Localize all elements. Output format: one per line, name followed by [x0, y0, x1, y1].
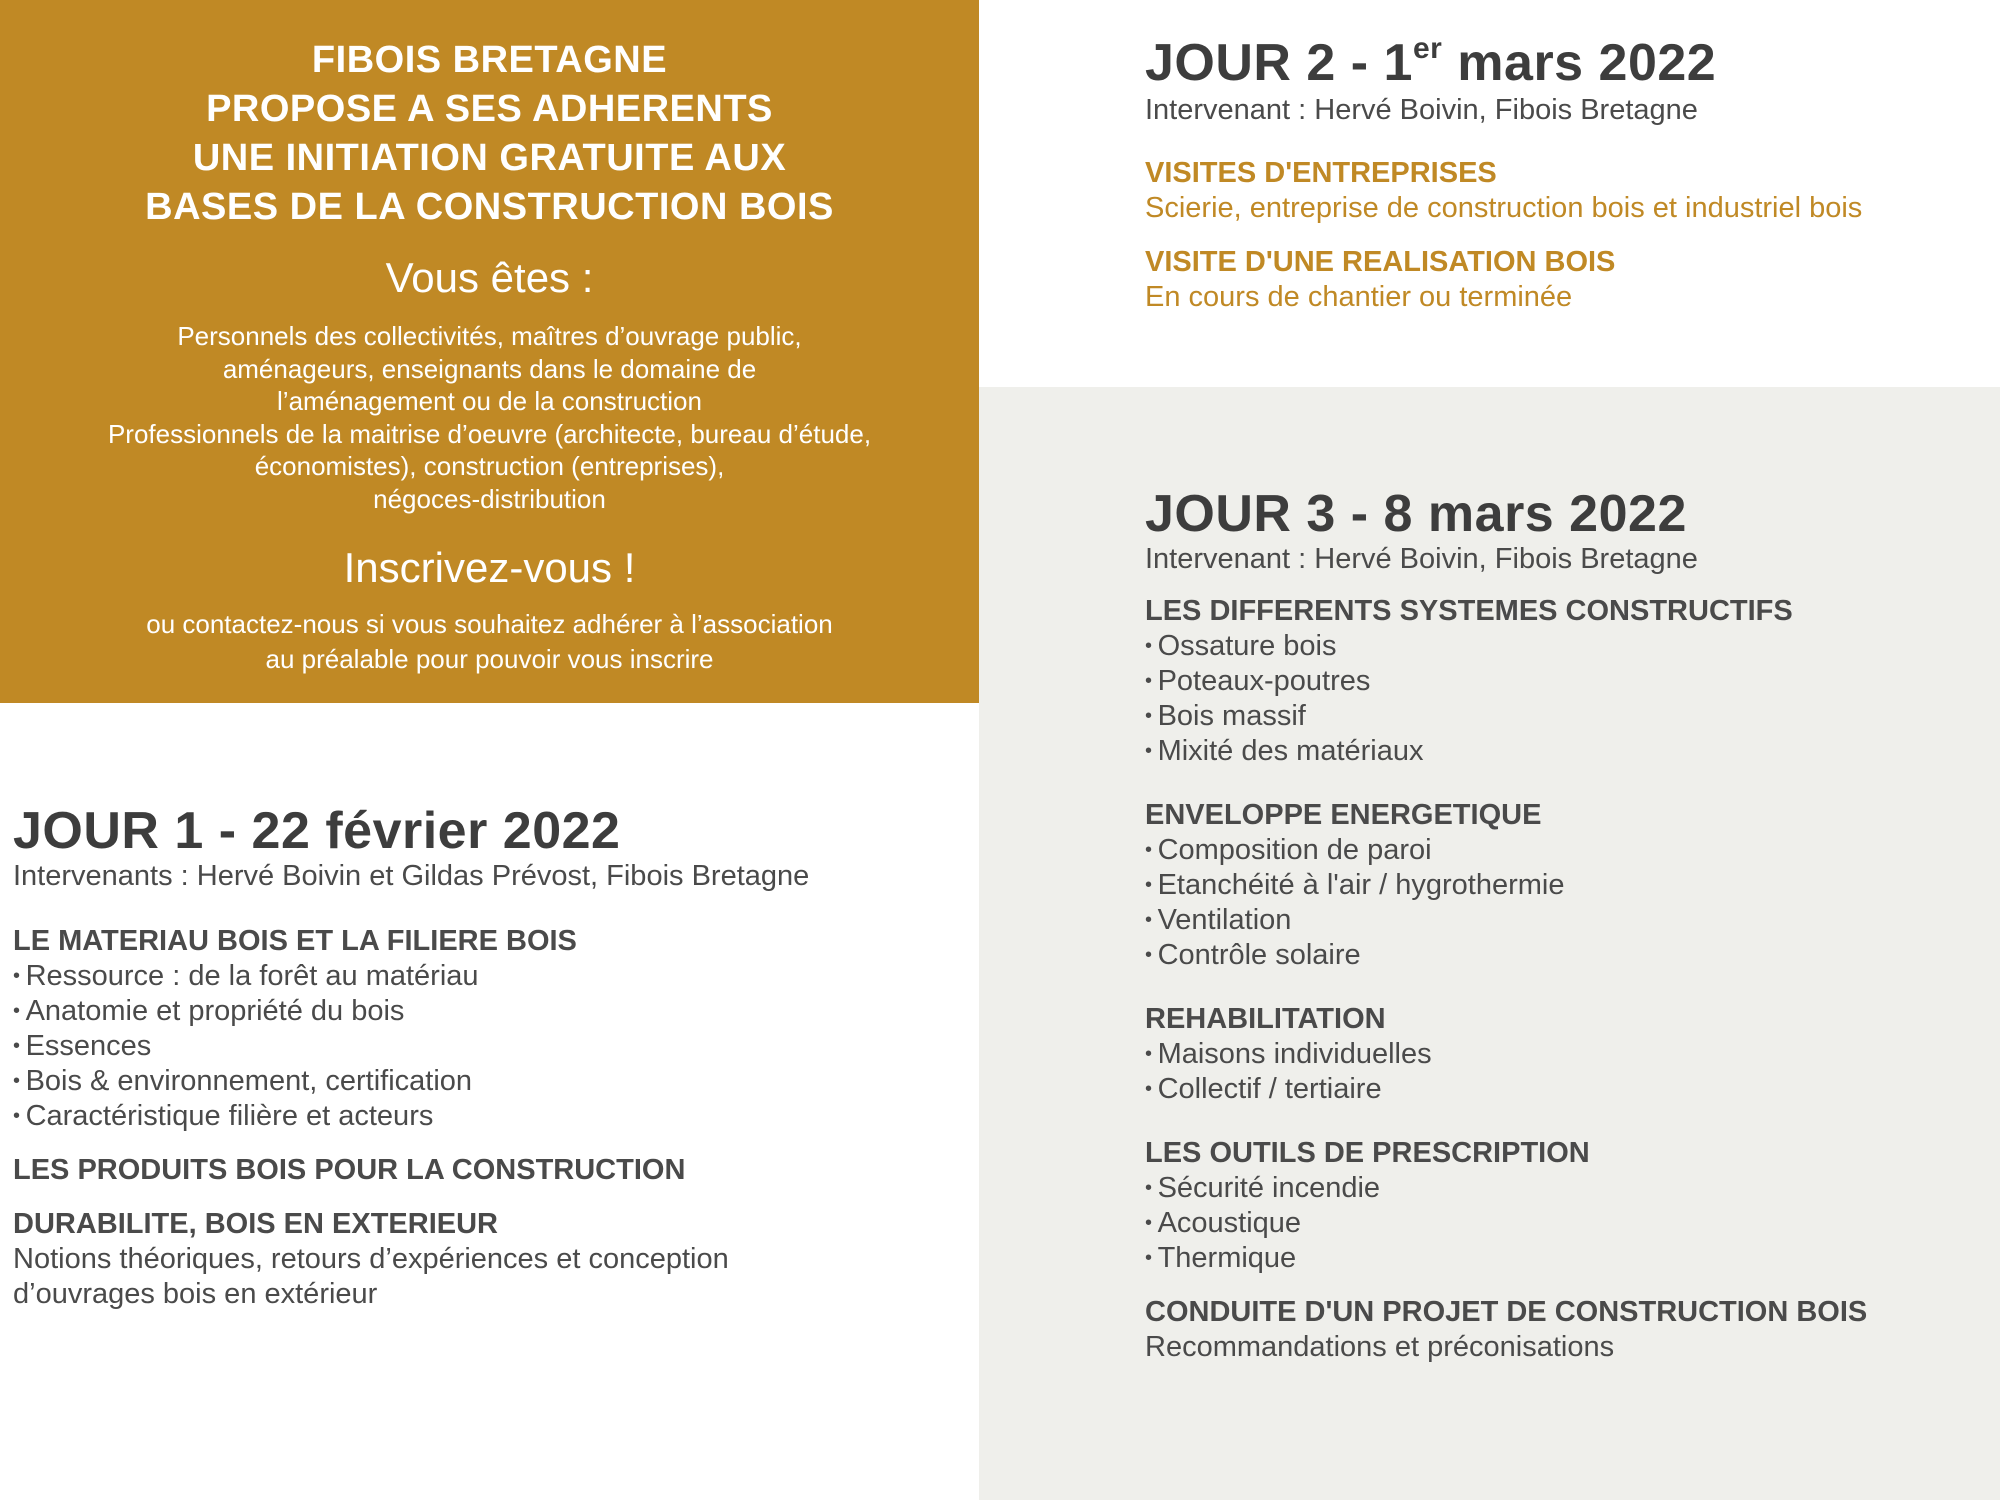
day3-speaker: Intervenant : Hervé Boivin, Fibois Bretagne [1145, 543, 1698, 575]
day1-block [13, 800, 809, 1312]
intro-title-line: PROPOSE A SES ADHERENTS [206, 88, 773, 130]
day2-section-line: Scierie, entreprise de construction bois et industriel bois [1145, 192, 1863, 224]
day3-block [1145, 483, 1867, 1365]
day1-bullet: • Ressource : de la forêt au matériau [13, 959, 809, 994]
day3-bullet: • Mixité des matériaux [1145, 734, 1867, 769]
intro-title [0, 36, 979, 232]
audience-line: Personnels des collectivités, maîtres d’ouvrage public, [177, 321, 802, 351]
day3-bullet: • Acoustique [1145, 1206, 1867, 1241]
day1-bullet: • Caractéristique filière et acteurs [13, 1099, 809, 1134]
day1-bullet: • Bois & environnement, certification [13, 1064, 809, 1099]
day3-section-title: REHABILITATION [1145, 1003, 1386, 1035]
day1-section-title: LE MATERIAU BOIS ET LA FILIERE BOIS [13, 925, 577, 957]
audience-line: économistes), construction (entreprises), [254, 451, 725, 481]
vous-etes-heading: Vous êtes : [385, 254, 594, 301]
day1-section-title: DURABILITE, BOIS EN EXTERIEUR [13, 1208, 498, 1240]
day3-section-title: CONDUITE D'UN PROJET DE CONSTRUCTION BOIS [1145, 1296, 1868, 1328]
audience-line: négoces-distribution [373, 483, 606, 514]
day1-section-line: d’ouvrages bois en extérieur [13, 1278, 378, 1310]
day3-section-title: ENVELOPPE ENERGETIQUE [1145, 799, 1542, 831]
intro-panel [0, 0, 979, 703]
contact-line: ou contactez-nous si vous souhaitez adhérer à l’association [146, 609, 833, 639]
day3-bullet: • Contrôle solaire [1145, 938, 1867, 973]
day1-title: JOUR 1 - 22 février 2022 [13, 802, 621, 860]
signup-heading: Inscrivez-vous ! [343, 544, 636, 591]
audience-line: Professionnels de la maitrise d’oeuvre (architecte, bureau d’étude, [107, 418, 872, 449]
day3-section-title: LES OUTILS DE PRESCRIPTION [1145, 1137, 1590, 1169]
day3-bullet: • Composition de paroi [1145, 833, 1867, 868]
day3-bullet: • Maisons individuelles [1145, 1037, 1867, 1072]
audience-line: l’aménagement ou de la construction [277, 386, 702, 416]
day2-section-line: En cours de chantier ou terminée [1145, 281, 1573, 313]
day3-bullet: • Collectif / tertiaire [1145, 1072, 1867, 1107]
intro-title-line: UNE INITIATION GRATUITE AUX [192, 137, 787, 179]
intro-title-line: BASES DE LA CONSTRUCTION BOIS [145, 186, 834, 228]
day2-speaker: Intervenant : Hervé Boivin, Fibois Bretagne [1145, 94, 1698, 126]
day3-section-title: LES DIFFERENTS SYSTEMES CONSTRUCTIFS [1145, 595, 1793, 627]
day3-bullet: • Poteaux-poutres [1145, 664, 1867, 699]
day2-section-title: VISITE D'UNE REALISATION BOIS [1145, 246, 1616, 278]
day1-speaker: Intervenants : Hervé Boivin et Gildas Prévost, Fibois Bretagne [13, 860, 810, 892]
intro-title-line: FIBOIS BRETAGNE [311, 39, 668, 81]
day3-section-line: Recommandations et préconisations [1145, 1331, 1615, 1363]
day1-bullet: • Essences [13, 1029, 809, 1064]
contact-line: au préalable pour pouvoir vous inscrire [265, 644, 714, 674]
day2-section-title: VISITES D'ENTREPRISES [1145, 157, 1497, 189]
day3-bullet: • Ventilation [1145, 903, 1867, 938]
day1-section-title: LES PRODUITS BOIS POUR LA CONSTRUCTION [13, 1154, 686, 1186]
day2-block [1145, 32, 1862, 315]
audience-line: aménageurs, enseignants dans le domaine de [222, 353, 757, 384]
day3-bullet: • Ossature bois [1145, 629, 1867, 664]
day1-section-line: Notions théoriques, retours d’expériences et conception [13, 1243, 729, 1275]
day3-bullet: • Etanchéité à l'air / hygrothermie [1145, 868, 1867, 903]
day2-title: JOUR 2 - 1er mars 2022 [1145, 32, 1717, 92]
target-audience [0, 320, 979, 515]
day3-bullet: • Sécurité incendie [1145, 1171, 1867, 1206]
day3-bullet: • Thermique [1145, 1241, 1867, 1276]
day3-title: JOUR 3 - 8 mars 2022 [1145, 485, 1687, 543]
contact-note [0, 607, 979, 677]
day1-bullet: • Anatomie et propriété du bois [13, 994, 809, 1029]
day3-bullet: • Bois massif [1145, 699, 1867, 734]
